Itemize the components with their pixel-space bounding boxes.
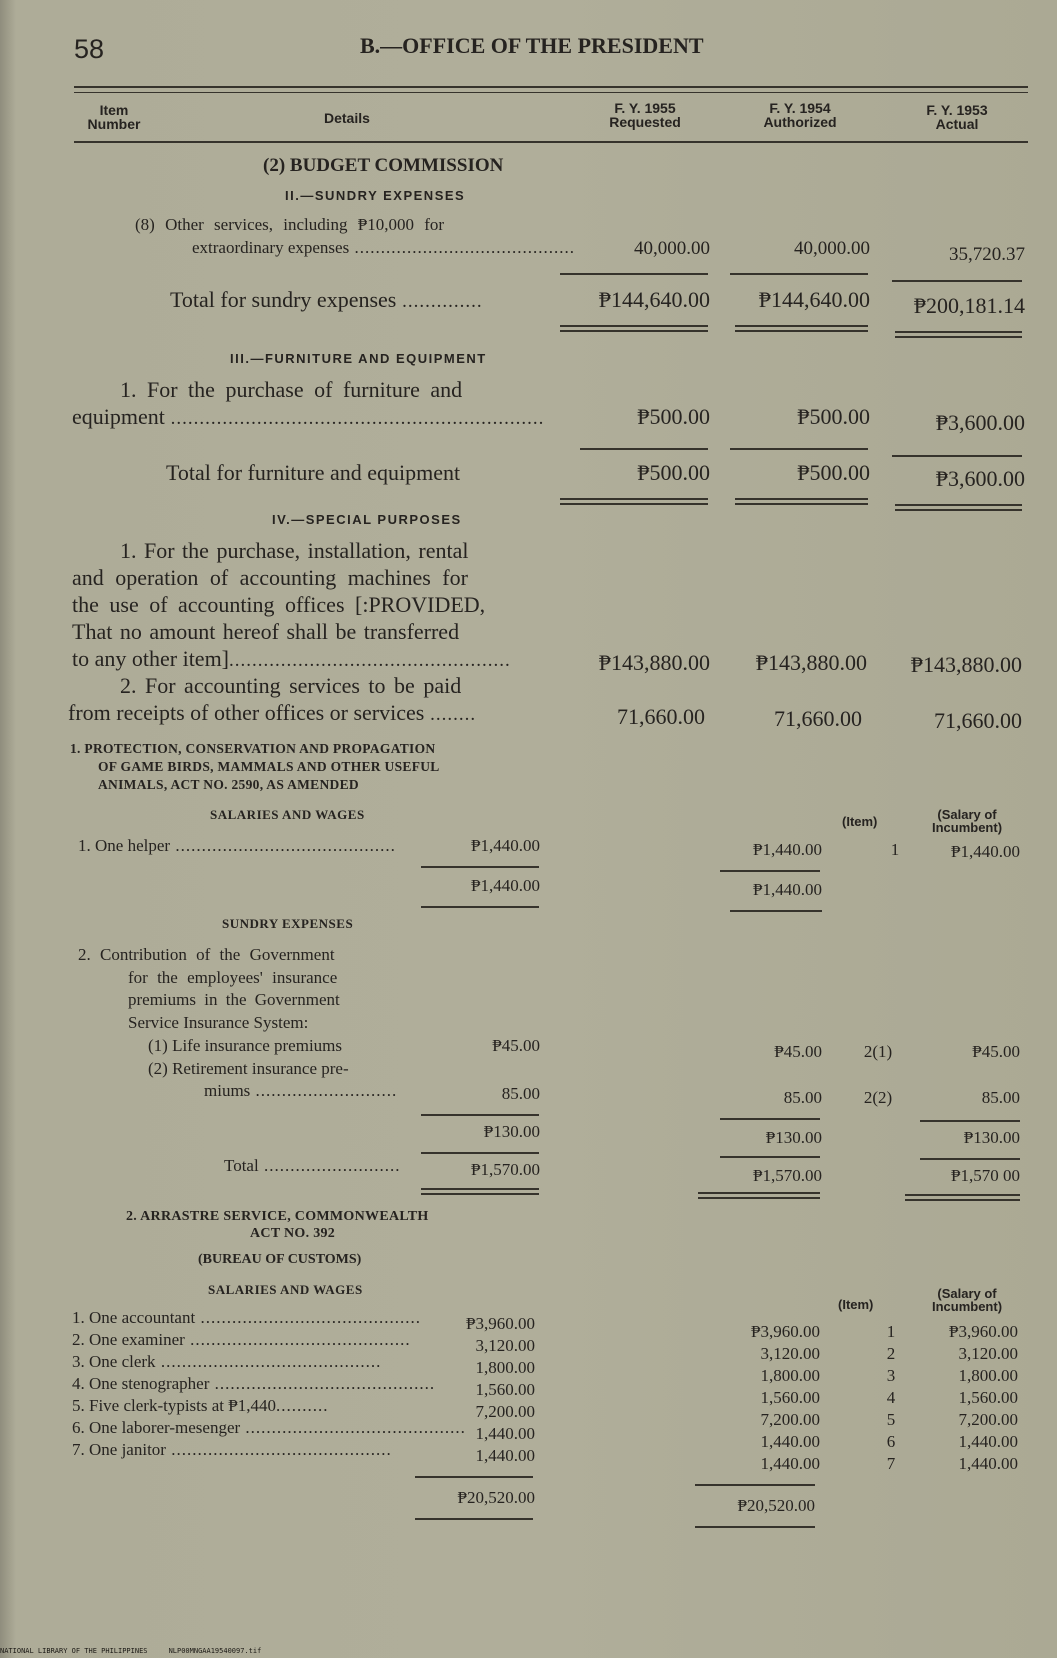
protection-life-item: 2(1) <box>863 1042 893 1061</box>
sundry-heading: II.—SUNDRY EXPENSES <box>285 188 466 203</box>
furniture-item1-line2: equipment ................................................................. <box>72 404 545 429</box>
arrastre-total-fy1954: ₱20,520.00 <box>737 1496 815 1515</box>
arrastre-row-label: 3. One clerk .......................................... <box>72 1352 382 1371</box>
double-rule <box>698 1192 820 1199</box>
arrastre-row-incumbent: 3,120.00 <box>958 1344 1018 1363</box>
running-head: B.—OFFICE OF THE PRESIDENT <box>360 33 704 58</box>
protection-total-incumbent: ₱1,570 00 <box>951 1166 1020 1185</box>
protection-sundry-subtotal-incumbent: ₱130.00 <box>963 1128 1020 1147</box>
sundry-total-fy1955: ₱144,640.00 <box>598 287 710 312</box>
arrastre-bureau: (BUREAU OF CUSTOMS) <box>198 1252 362 1267</box>
rule <box>415 1476 533 1478</box>
arrastre-row-label: 1. One accountant .......................................... <box>72 1308 421 1327</box>
rule <box>730 910 822 912</box>
arrastre-row-label: 5. Five clerk-typists at ₱1,440.......... <box>72 1396 329 1415</box>
special-item1-fy1953: ₱143,880.00 <box>910 652 1022 677</box>
arrastre-row-amount: 1,560.00 <box>475 1380 535 1399</box>
protection-salaries-subtotal: ₱1,440.00 <box>471 876 540 895</box>
arrastre-row-item: 3 <box>886 1366 896 1385</box>
col-item-number: Item Number <box>87 102 141 132</box>
rule <box>730 448 868 450</box>
special-item1-fy1954: ₱143,880.00 <box>755 650 867 675</box>
arrastre-row-incumbent: 1,560.00 <box>958 1388 1018 1407</box>
rule <box>695 1526 815 1528</box>
sundry-item8-line1: (8) Other services, including ₱10,000 for <box>135 215 445 234</box>
sundry-item8-fy1955: 40,000.00 <box>634 238 710 259</box>
furniture-total-fy1955: ₱500.00 <box>637 460 710 485</box>
protection-sundry-subtotal-fy1954: ₱130.00 <box>765 1128 822 1147</box>
double-rule <box>895 331 1022 338</box>
rule <box>421 866 539 868</box>
arrastre-row-incumbent: 1,440.00 <box>958 1454 1018 1473</box>
arrastre-row-item: 2 <box>886 1344 896 1363</box>
rule <box>580 448 708 450</box>
rule <box>421 906 539 908</box>
arrastre-row-label: 6. One laborer-mesenger .......................................... <box>72 1418 466 1437</box>
protection-item-col: (Item) <box>842 814 878 829</box>
rule <box>415 1518 533 1520</box>
protection-life-fy1954: ₱45.00 <box>774 1042 822 1061</box>
arrastre-row-fy1954: 1,440.00 <box>760 1432 820 1451</box>
protection-salaries-heading: SALARIES AND WAGES <box>210 807 365 822</box>
protection-helper-incumbent: ₱1,440.00 <box>951 842 1020 861</box>
protection-retire-label1: (2) Retirement insurance pre- <box>148 1059 349 1078</box>
protection-helper-label: 1. One helper .......................................... <box>78 836 396 855</box>
protection-life-amount: ₱45.00 <box>492 1036 540 1055</box>
sundry-item8-fy1953: 35,720.37 <box>949 244 1025 265</box>
protection-salaries-subtotal-fy1954: ₱1,440.00 <box>753 880 822 899</box>
arrastre-row-item: 1 <box>886 1322 896 1341</box>
arrastre-row-amount: 7,200.00 <box>475 1402 535 1421</box>
furniture-item1-line1: 1. For the purchase of furniture and <box>120 377 463 402</box>
arrastre-row-amount: 1,440.00 <box>475 1446 535 1465</box>
special-item2-fy1954: 71,660.00 <box>774 706 862 731</box>
protection-retire-item: 2(2) <box>863 1088 893 1107</box>
sundry-total-fy1953: ₱200,181.14 <box>913 293 1025 318</box>
scan-footer: NATIONAL LIBRARY OF THE PHILIPPINES NLP00MNGAA19540097.tif <box>0 1647 262 1655</box>
double-rule <box>735 498 868 505</box>
arrastre-row-fy1954: 7,200.00 <box>760 1410 820 1429</box>
arrastre-row-item: 4 <box>886 1388 896 1407</box>
protection-total-fy1954: ₱1,570.00 <box>753 1166 822 1185</box>
protection-heading: 1. PROTECTION, CONSERVATION AND PROPAGATION OF GAME BIRDS, MAMMALS AND OTHER USEFUL ANIMALS, ACT NO. 2590, AS AMENDED <box>70 741 440 792</box>
arrastre-row-item: 7 <box>886 1454 896 1473</box>
protection-helper-fy1954: ₱1,440.00 <box>753 840 822 859</box>
header-rule-top-2 <box>74 92 1028 93</box>
special-item2-line2: from receipts of other offices or services ........ <box>68 700 477 725</box>
protection-sundry-heading: SUNDRY EXPENSES <box>222 916 354 931</box>
furniture-total-fy1954: ₱500.00 <box>797 460 870 485</box>
rule <box>720 1156 820 1158</box>
rule <box>720 870 820 872</box>
special-item1-line3: the use of accounting offices [:PROVIDED, <box>72 592 486 617</box>
arrastre-row-incumbent: 1,800.00 <box>958 1366 1018 1385</box>
double-rule <box>421 1188 539 1195</box>
furniture-item1-fy1953: ₱3,600.00 <box>935 410 1025 435</box>
sundry-item8-line2: extraordinary expenses .......................................... <box>192 238 575 257</box>
rule <box>695 1484 815 1486</box>
special-heading: IV.—SPECIAL PURPOSES <box>272 512 462 527</box>
protection-life-incumbent: ₱45.00 <box>972 1042 1020 1061</box>
rule <box>720 1118 820 1120</box>
arrastre-incumbent-col: (Salary of Incumbent) <box>931 1286 1003 1314</box>
arrastre-row-fy1954: ₱3,960.00 <box>751 1322 820 1341</box>
arrastre-row-item: 5 <box>886 1410 896 1429</box>
protection-helper-amount: ₱1,440.00 <box>471 836 540 855</box>
sundry-total-label: Total for sundry expenses .............. <box>170 287 483 312</box>
rule <box>892 455 1022 457</box>
arrastre-row-amount: ₱3,960.00 <box>466 1314 535 1333</box>
arrastre-row-fy1954: 1,440.00 <box>760 1454 820 1473</box>
double-rule <box>560 325 708 332</box>
header-rule-top <box>74 86 1028 88</box>
rule <box>730 273 868 275</box>
arrastre-row-incumbent: ₱3,960.00 <box>949 1322 1018 1341</box>
special-item2-fy1955: 71,660.00 <box>617 704 705 729</box>
arrastre-row-fy1954: 1,560.00 <box>760 1388 820 1407</box>
sundry-item8-fy1954: 40,000.00 <box>794 238 870 259</box>
special-item1-line5: to any other item]................................................. <box>72 646 511 671</box>
protection-retire-incumbent: 85.00 <box>981 1088 1020 1107</box>
special-item1-fy1955: ₱143,880.00 <box>598 650 710 675</box>
col-fy1953: F. Y. 1953 Actual <box>926 102 988 132</box>
rule <box>421 1152 539 1154</box>
special-item1-line2: and operation of accounting machines for <box>72 565 468 590</box>
arrastre-row-label: 2. One examiner .......................................... <box>72 1330 411 1349</box>
furniture-item1-fy1955: ₱500.00 <box>637 404 710 429</box>
rule <box>560 273 708 275</box>
double-rule <box>735 325 868 332</box>
arrastre-heading: 2. ARRASTRE SERVICE, COMMONWEALTH ACT NO. 392 <box>126 1209 429 1241</box>
protection-total: ₱1,570.00 <box>471 1160 540 1179</box>
arrastre-row-fy1954: 1,800.00 <box>760 1366 820 1385</box>
arrastre-row-item: 6 <box>886 1432 896 1451</box>
rule <box>920 1120 1020 1122</box>
protection-incumbent-col: (Salary of Incumbent) <box>931 807 1003 835</box>
arrastre-row-incumbent: 1,440.00 <box>958 1432 1018 1451</box>
arrastre-row-fy1954: 3,120.00 <box>760 1344 820 1363</box>
double-rule <box>560 498 708 505</box>
special-item2-line1: 2. For accounting services to be paid <box>120 673 462 698</box>
rule <box>421 1114 539 1116</box>
arrastre-item-col: (Item) <box>838 1297 874 1312</box>
sundry-total-fy1954: ₱144,640.00 <box>758 287 870 312</box>
arrastre-row-amount: 1,440.00 <box>475 1424 535 1443</box>
double-rule <box>905 1194 1020 1201</box>
col-fy1954: F. Y. 1954 Authorized <box>763 100 837 130</box>
protection-retire-fy1954: 85.00 <box>783 1088 822 1107</box>
protection-total-label: Total .......................... <box>224 1156 401 1175</box>
protection-retire-amount: 85.00 <box>501 1084 540 1103</box>
arrastre-row-label: 7. One janitor .......................................... <box>72 1440 392 1459</box>
arrastre-salaries-heading: SALARIES AND WAGES <box>208 1282 363 1297</box>
special-item1-line4: That no amount hereof shall be transferred <box>72 619 460 644</box>
page-number: 58 <box>74 34 105 64</box>
protection-life-label: (1) Life insurance premiums <box>148 1036 343 1055</box>
special-item1-line1: 1. For the purchase, installation, rental <box>120 538 469 563</box>
protection-sundry-subtotal: ₱130.00 <box>483 1122 540 1141</box>
protection-retire-label2: miums ........................... <box>204 1081 398 1100</box>
col-details: Details <box>324 110 370 126</box>
header-rule-bottom <box>74 141 1028 143</box>
double-rule <box>895 504 1022 511</box>
protection-helper-item: 1 <box>890 840 900 859</box>
arrastre-total: ₱20,520.00 <box>457 1488 535 1507</box>
budget-commission-heading: (2) BUDGET COMMISSION <box>263 155 504 176</box>
special-item2-fy1953: 71,660.00 <box>934 708 1022 733</box>
furniture-total-fy1953: ₱3,600.00 <box>935 466 1025 491</box>
furniture-total-label: Total for furniture and equipment <box>166 460 461 485</box>
arrastre-row-incumbent: 7,200.00 <box>958 1410 1018 1429</box>
rule <box>920 1158 1020 1160</box>
protection-contrib-text: 2. Contribution of the Government for the employees' insurance premiums in the Government Service Insurance System: <box>78 945 340 1032</box>
arrastre-row-amount: 3,120.00 <box>475 1336 535 1355</box>
furniture-item1-fy1954: ₱500.00 <box>797 404 870 429</box>
arrastre-row-amount: 1,800.00 <box>475 1358 535 1377</box>
furniture-heading: III.—FURNITURE AND EQUIPMENT <box>230 351 487 366</box>
arrastre-row-label: 4. One stenographer .......................................... <box>72 1374 436 1393</box>
rule <box>892 280 1022 282</box>
col-fy1955: F. Y. 1955 Requested <box>609 100 681 130</box>
